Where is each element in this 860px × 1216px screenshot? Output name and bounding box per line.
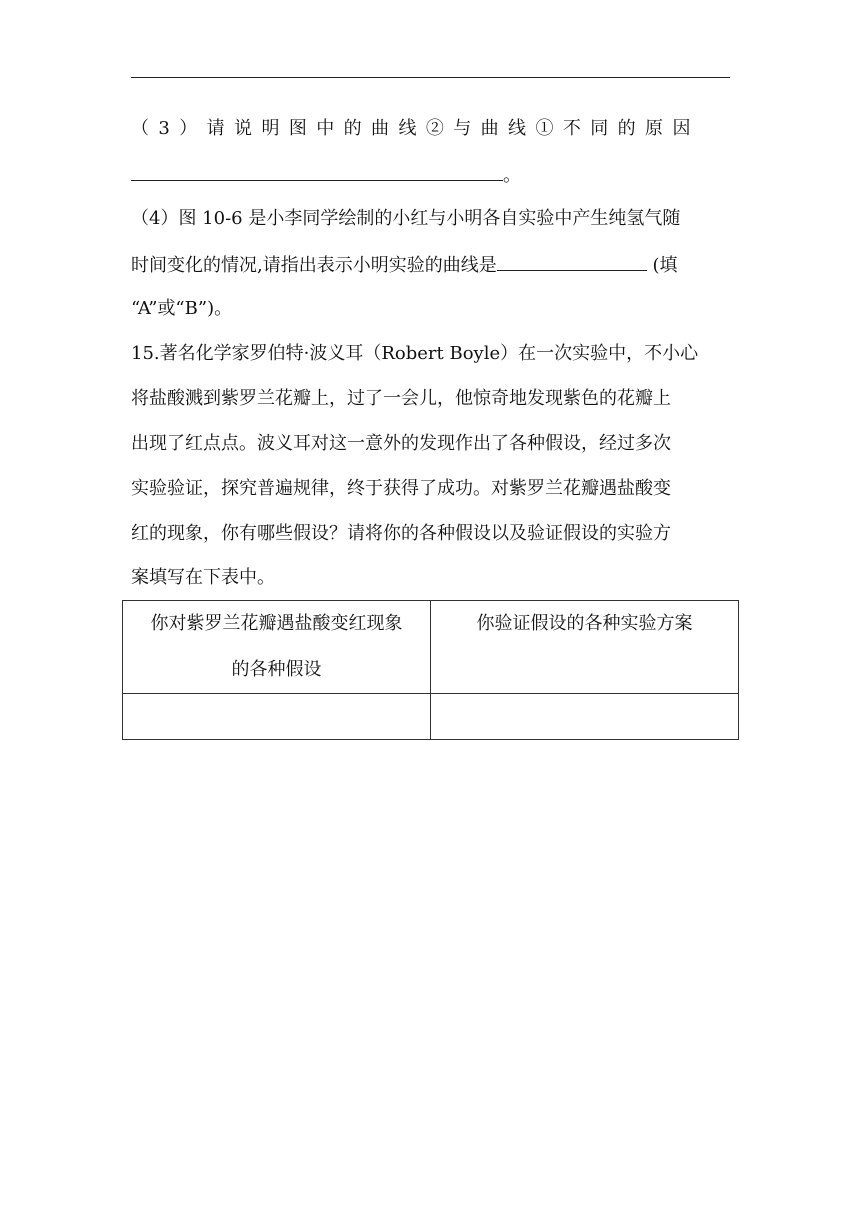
table-header-experiments-label: 你验证假设的各种实验方案 — [476, 613, 693, 634]
question-4-fill-label: (填 — [646, 255, 678, 276]
question-15-line-2: 将盐酸溅到紫罗兰花瓣上，过了一会儿，他惊奇地发现紫色的花瓣上 — [131, 388, 671, 409]
hypothesis-table — [122, 600, 739, 740]
question-15-line-6: 案填写在下表中。 — [131, 567, 275, 588]
top-rule — [131, 77, 730, 78]
table-header-hypotheses — [123, 601, 431, 694]
table-header-hypotheses-line-1: 你对紫罗兰花瓣遇盐酸变红现象 — [150, 613, 403, 634]
question-15-line-4: 实验验证，探究普遍规律，终于获得了成功。对紫罗兰花瓣遇盐酸变 — [131, 478, 671, 499]
question-3-answer-line — [131, 162, 731, 186]
question-4-line-1: （4）图 10-6 是小李同学绘制的小红与小明各自实验中产生纯氢气随 — [131, 208, 681, 229]
question-3-answer-blank[interactable] — [131, 162, 503, 181]
question-4-line-3: “A”或“B”)。 — [131, 298, 233, 319]
question-4-answer-blank[interactable] — [497, 252, 647, 271]
question-15-line-5: 红的现象，你有哪些假设？请将你的各种假设以及验证假设的实验方 — [131, 523, 671, 544]
question-15-line-1: 15.著名化学家罗伯特·波义耳（Robert Boyle）在一次实验中，不小心 — [131, 343, 699, 364]
table-header-hypotheses-line-2: 的各种假设 — [231, 659, 322, 680]
table-header-experiments — [431, 601, 739, 694]
question-4-line-2 — [131, 252, 731, 276]
question-4-line-2-text: 时间变化的情况,请指出表示小明实验的曲线是 — [131, 255, 497, 276]
table-header-row — [123, 601, 739, 694]
question-3-period: 。 — [503, 165, 521, 186]
table-cell-hypotheses[interactable] — [123, 694, 431, 740]
question-3-prompt: （3）请说明图中的曲线②与曲线①不同的原因 — [131, 118, 700, 139]
question-15-line-3: 出现了红点点。波义耳对这一意外的发现作出了各种假设，经过多次 — [131, 433, 671, 454]
table-cell-experiments[interactable] — [431, 694, 739, 740]
table-row — [123, 694, 739, 740]
